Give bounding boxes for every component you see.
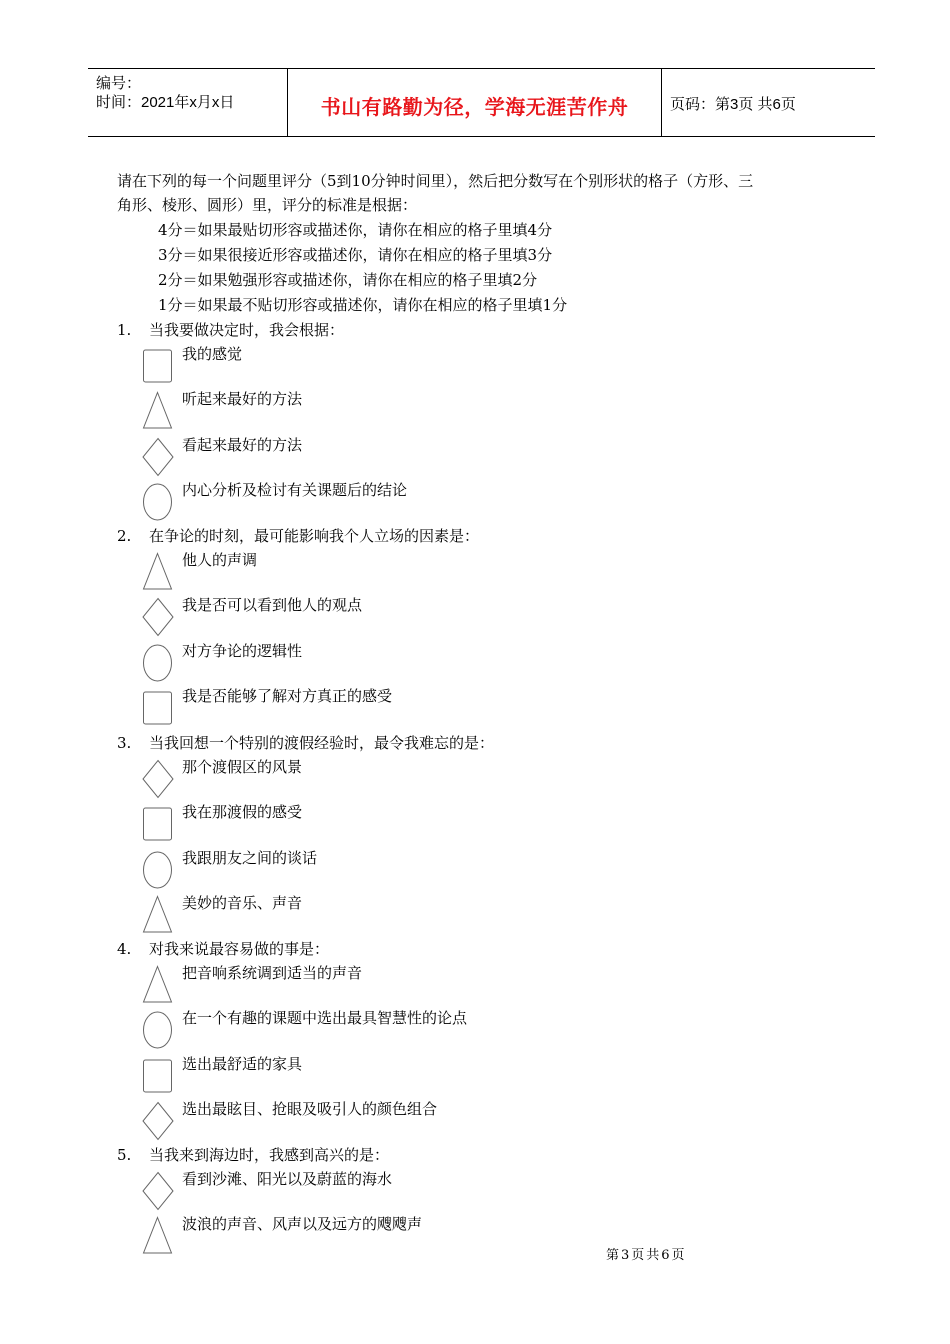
circle-answer-box[interactable] xyxy=(142,850,176,894)
date-label: 时间：2021年x月x日 xyxy=(96,94,235,111)
question-number: 1. xyxy=(117,321,132,339)
option-text: 内心分析及检讨有关课题后的结论 xyxy=(182,480,408,499)
option-text: 听起来最好的方法 xyxy=(182,390,303,409)
criteria-3: 3分＝如果很接近形容或描述你，请你在相应的格子里填3分 xyxy=(158,246,553,264)
question-number: 3. xyxy=(117,734,132,752)
option-text: 对方争论的逻辑性 xyxy=(182,641,303,660)
question-text: 当我来到海边时，我感到高兴的是： xyxy=(149,1146,390,1164)
option-text: 我跟朋友之间的谈话 xyxy=(182,848,318,867)
question-text: 当我回想一个特别的渡假经验时，最令我难忘的是： xyxy=(149,734,495,752)
option-text: 看到沙滩、阳光以及蔚蓝的海水 xyxy=(182,1170,393,1188)
question-text: 对我来说最容易做的事是： xyxy=(149,940,330,958)
criteria-1: 1分＝如果最不贴切形容或描述你，请你在相应的格子里填1分 xyxy=(158,296,568,314)
question-number: 4. xyxy=(117,940,132,958)
option-text: 那个渡假区的风景 xyxy=(182,758,303,776)
option-text: 把音响系统调到适当的声音 xyxy=(182,964,363,982)
intro-line-1: 请在下列的每一个问题里评分（5到10分钟时间里），然后把分数写在个别形状的格子（方形、三 xyxy=(117,172,754,190)
option-text: 选出最舒适的家具 xyxy=(182,1054,303,1073)
diamond-answer-box[interactable] xyxy=(142,1101,176,1145)
square-answer-box[interactable] xyxy=(142,1056,176,1100)
diamond-answer-box[interactable] xyxy=(142,597,176,641)
diamond-answer-box[interactable] xyxy=(142,437,176,481)
circle-answer-box[interactable] xyxy=(142,482,176,526)
triangle-answer-box[interactable] xyxy=(142,391,176,435)
circle-answer-box[interactable] xyxy=(142,643,176,687)
option-text: 我的感觉 xyxy=(182,345,243,363)
serial-label: 编号： xyxy=(96,75,142,92)
option-text: 我是否可以看到他人的观点 xyxy=(182,596,363,615)
square-answer-box[interactable] xyxy=(142,346,176,390)
header-page-cell xyxy=(661,69,875,136)
option-text: 我在那渡假的感受 xyxy=(182,803,303,822)
header-info-cell xyxy=(88,69,287,136)
option-text: 在一个有趣的课题中选出最具智慧性的论点 xyxy=(182,1009,468,1028)
criteria-4: 4分＝如果最贴切形容或描述你，请你在相应的格子里填4分 xyxy=(158,221,553,239)
option-text: 美妙的音乐、声音 xyxy=(182,893,303,912)
question-number: 2. xyxy=(117,527,132,545)
page-indicator: 页码：第3页 共6页 xyxy=(670,96,796,113)
criteria-2: 2分＝如果勉强形容或描述你，请你在相应的格子里填2分 xyxy=(158,271,538,289)
option-text: 看起来最好的方法 xyxy=(182,435,303,454)
option-text: 选出最眩目、抢眼及吸引人的颜色组合 xyxy=(182,1099,438,1118)
diamond-answer-box[interactable] xyxy=(142,1171,176,1215)
header-motto-cell xyxy=(287,69,662,136)
option-text: 波浪的声音、风声以及远方的飕飕声 xyxy=(182,1215,423,1234)
intro-line-2: 角形、棱形、圆形）里，评分的标准是根据： xyxy=(117,196,418,214)
page-footer: 第3页共6页 xyxy=(606,1248,687,1263)
motto: 书山有路勤为径，学海无涯苦作舟 xyxy=(320,95,629,119)
diamond-answer-box[interactable] xyxy=(142,759,176,803)
page-header xyxy=(88,68,875,137)
question-text: 在争论的时刻，最可能影响我个人立场的因素是： xyxy=(149,527,480,545)
triangle-answer-box[interactable] xyxy=(142,552,176,596)
triangle-answer-box[interactable] xyxy=(142,1216,176,1260)
square-answer-box[interactable] xyxy=(142,688,176,732)
square-answer-box[interactable] xyxy=(142,804,176,848)
question-number: 5. xyxy=(117,1146,132,1164)
triangle-answer-box[interactable] xyxy=(142,895,176,939)
option-text: 他人的声调 xyxy=(182,551,258,569)
circle-answer-box[interactable] xyxy=(142,1010,176,1054)
triangle-answer-box[interactable] xyxy=(142,965,176,1009)
question-text: 当我要做决定时，我会根据： xyxy=(149,321,345,339)
option-text: 我是否能够了解对方真正的感受 xyxy=(182,686,393,705)
